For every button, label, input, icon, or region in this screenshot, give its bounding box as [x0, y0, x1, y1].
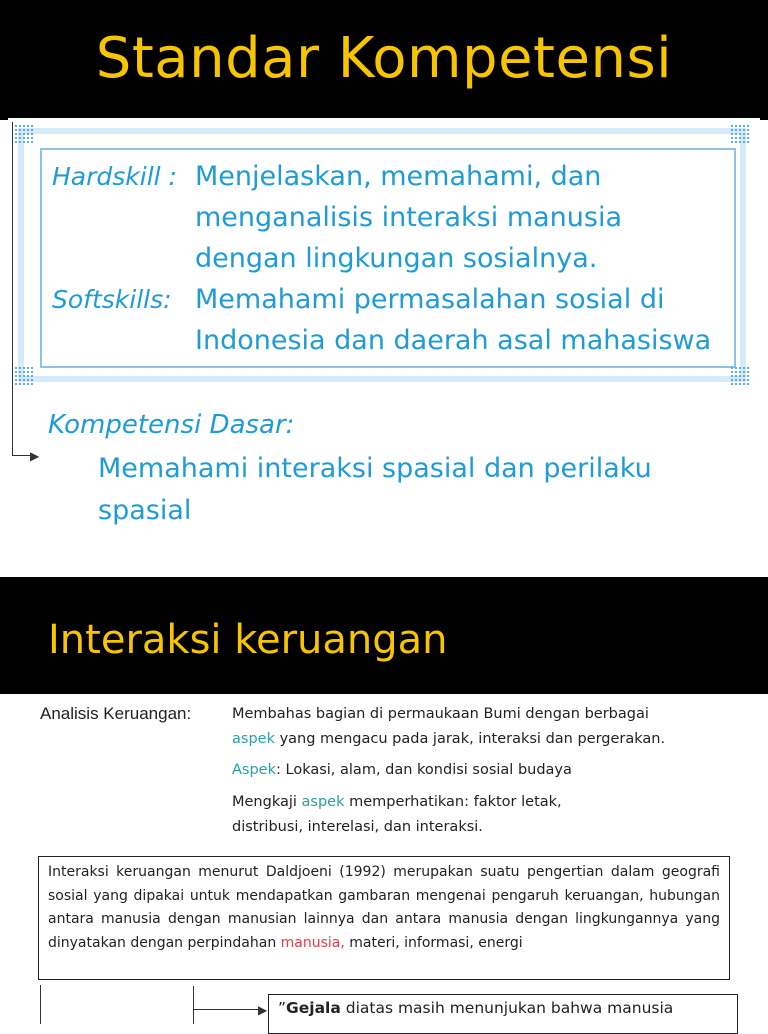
gejala-text: diatas masih menunjukan bahwa manusia [340, 999, 674, 1017]
hardskill-line: menganalisis interaksi manusia [195, 202, 623, 233]
slide1-title-bar [0, 0, 768, 120]
softskills-row [52, 279, 711, 320]
corner-dots-icon [730, 366, 750, 386]
hardskill-line: Menjelaskan, memahami, dan [195, 161, 602, 192]
corner-dots-icon [14, 124, 34, 144]
hardskill-row [52, 156, 711, 197]
paragraph-text: Mengkaji [232, 794, 302, 810]
corner-dots-icon [14, 366, 34, 386]
kompetensi-dasar-label: Kompetensi Dasar: [48, 410, 295, 440]
title-divider [0, 694, 768, 697]
hardskill-line: dengan lingkungan sosialnya. [195, 243, 598, 274]
kompetensi-dasar-line: spasial [98, 495, 192, 526]
connector-line [40, 985, 41, 1024]
corner-dots-icon [730, 124, 750, 144]
gejala-keyword: Gejala [286, 999, 341, 1017]
connector-line [193, 986, 194, 1024]
paragraph-text: distribusi, interelasi, dan interaksi. [232, 819, 483, 835]
kompetensi-dasar-text [98, 448, 652, 532]
title-divider [8, 118, 760, 120]
arrow-right-icon: ▶ [258, 1003, 268, 1017]
paragraph-text: yang mengacu pada jarak, interaksi dan pergerakan. [274, 731, 666, 747]
softskills-line: Indonesia dan daerah asal mahasiswa [195, 325, 712, 356]
definition-box [38, 856, 730, 980]
gejala-box [268, 994, 738, 1034]
paragraph-text: memperhatikan: faktor letak, [344, 794, 562, 810]
quote-mark: ” [278, 999, 287, 1017]
definition-text: Interaksi keruangan menurut Daldjoeni (1992) merupakan suatu pengertian dalam geografi sosial yang dipakai untuk mendapatkan gambaran mengenai pengaruh keruangan, hubungan antara manusia dengan manusian lainnya dan antara manusia dengan lingkungannya yang dinyatakan dengan perpindahan [48, 864, 720, 951]
aspek-keyword: aspek [232, 731, 275, 747]
aspek-keyword: Aspek [232, 762, 276, 778]
definition-text: materi, informasi, energi [344, 934, 523, 951]
paragraph-text: Membahas bagian di permaukaan Bumi dengan berbagai [232, 706, 649, 722]
analisis-paragraph-1 [232, 702, 710, 752]
hardskill-label: Hardskill : [52, 162, 177, 191]
competency-text [52, 156, 711, 361]
aspek-keyword: aspek [301, 794, 345, 810]
definition-highlight: manusia, [280, 934, 345, 951]
slide1-title: Standar Kompetensi [95, 26, 673, 91]
analisis-paragraph-3 [232, 790, 710, 840]
kompetensi-dasar-line: Memahami interaksi spasial dan perilaku [98, 453, 652, 484]
arrow-right-icon: ▶ [30, 449, 40, 463]
slide2-title: Interaksi keruangan [48, 617, 448, 663]
softskills-label: Softskills: [52, 285, 172, 314]
connector-line [193, 1009, 263, 1010]
softskills-line: Memahami permasalahan sosial di [195, 284, 665, 315]
connector-line [12, 122, 13, 456]
paragraph-text: : Lokasi, alam, dan kondisi sosial budaya [276, 762, 572, 778]
analisis-keruangan-label: Analisis Keruangan: [40, 704, 192, 723]
slide2-title-bar [0, 577, 768, 695]
analisis-paragraph-2 [232, 758, 710, 783]
